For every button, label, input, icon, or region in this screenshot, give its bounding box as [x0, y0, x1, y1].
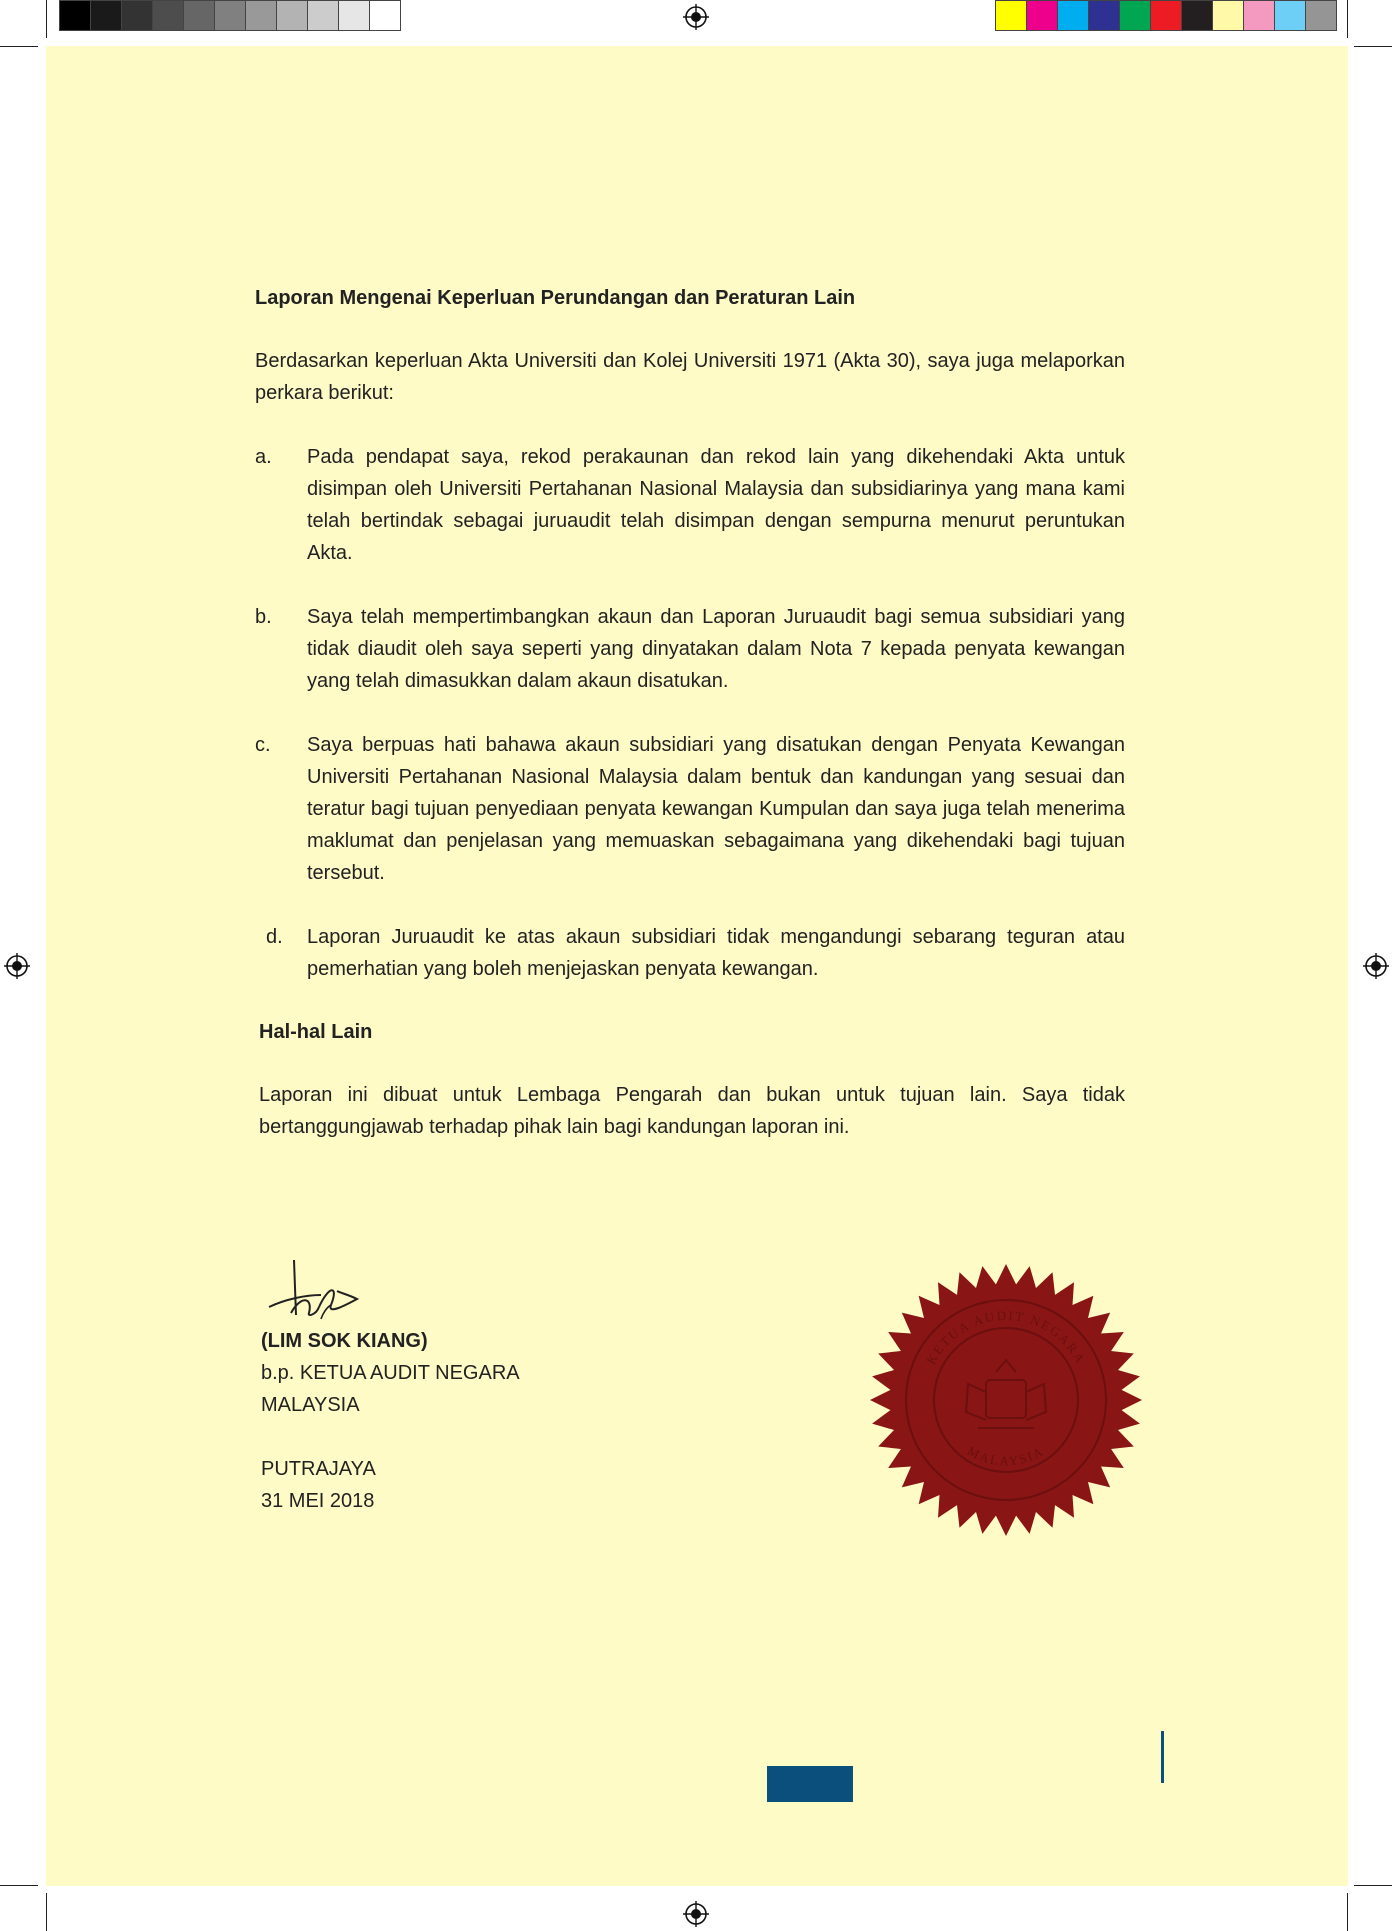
- list-item-marker: b.: [255, 606, 272, 628]
- color-swatch: [995, 0, 1027, 31]
- crop-mark: [0, 46, 38, 47]
- registration-mark-icon: [4, 953, 30, 979]
- signature-block: [261, 1255, 520, 1517]
- margin-rule: [1161, 1731, 1164, 1783]
- seal-inscription-bottom: MALAYSIA: [965, 1443, 1047, 1469]
- grayscale-swatch: [214, 0, 246, 31]
- grayscale-swatch: [121, 0, 153, 31]
- other-matters-heading: Hal-hal Lain: [259, 1021, 373, 1043]
- handwritten-signature: [261, 1255, 371, 1325]
- page-number-tab: [767, 1766, 853, 1802]
- signatory-name: (LIM SOK KIANG): [261, 1330, 428, 1352]
- color-swatch: [1150, 0, 1182, 31]
- registration-mark-icon: [1363, 953, 1389, 979]
- crop-mark: [1354, 1885, 1392, 1886]
- color-swatch: [1181, 0, 1213, 31]
- grayscale-swatch: [338, 0, 370, 31]
- signatory-country: MALAYSIA: [261, 1394, 360, 1416]
- color-swatch: [1088, 0, 1120, 31]
- crop-mark: [1347, 0, 1348, 38]
- crop-mark: [1354, 46, 1392, 47]
- list-item: [255, 729, 1125, 889]
- grayscale-swatch: [183, 0, 215, 31]
- grayscale-swatch-strip: [59, 0, 400, 33]
- grayscale-swatch: [276, 0, 308, 31]
- grayscale-swatch: [90, 0, 122, 31]
- grayscale-swatch: [245, 0, 277, 31]
- intro-paragraph: Berdasarkan keperluan Akta Universiti dan Kolej Universiti 1971 (Akta 30), saya juga melaporkan perkara berikut:: [255, 350, 1125, 404]
- grayscale-swatch: [152, 0, 184, 31]
- list-item-text: Laporan Juruaudit ke atas akaun subsidiari tidak mengandungi sebarang teguran atau pemerhatian yang boleh menjejaskan penyata kewangan.: [307, 926, 1125, 980]
- grayscale-swatch: [59, 0, 91, 31]
- other-matters-paragraph: Laporan ini dibuat untuk Lembaga Pengarah dan bukan untuk tujuan lain. Saya tidak bertanggungjawab terhadap pihak lain bagi kandungan laporan ini.: [259, 1084, 1125, 1138]
- list-item: [255, 441, 1125, 569]
- list-item-text: Saya telah mempertimbangkan akaun dan Laporan Juruaudit bagi semua subsidiari yang tidak diaudit oleh saya seperti yang dinyatakan dalam Nota 7 kepada penyata kewangan yang telah dimasukkan dalam akaun disatukan.: [307, 606, 1125, 692]
- crop-mark: [1347, 1893, 1348, 1931]
- grayscale-swatch: [307, 0, 339, 31]
- list-item: [255, 921, 1125, 985]
- crop-mark: [46, 0, 47, 38]
- section-heading: Laporan Mengenai Keperluan Perundangan dan Peraturan Lain: [255, 287, 856, 309]
- color-swatch: [1119, 0, 1151, 31]
- list-item-text: Saya berpuas hati bahawa akaun subsidiari yang disatukan dengan Penyata Kewangan Universiti Pertahanan Nasional Malaysia dalam bentuk dan kandungan yang sesuai dan teratur bagi tujuan penyediaan penyata kewangan Kumpulan dan saya juga telah menerima maklumat dan penjelasan yang memuaskan sebagaimana yang dikehendaki bagi tujuan tersebut.: [307, 734, 1125, 884]
- signatory-title: b.p. KETUA AUDIT NEGARA: [261, 1362, 520, 1384]
- list-item-marker: c.: [255, 734, 271, 756]
- color-swatch: [1057, 0, 1089, 31]
- official-seal-icon: [868, 1262, 1144, 1538]
- color-swatch-strip: [995, 0, 1336, 33]
- signature-date: 31 MEI 2018: [261, 1490, 375, 1512]
- registration-mark-icon: [683, 4, 709, 30]
- color-swatch: [1274, 0, 1306, 31]
- signature-place: PUTRAJAYA: [261, 1458, 376, 1480]
- registration-mark-icon: [683, 1901, 709, 1927]
- color-swatch: [1212, 0, 1244, 31]
- report-body: [255, 283, 1125, 1143]
- color-swatch: [1243, 0, 1275, 31]
- color-swatch: [1026, 0, 1058, 31]
- list-item-marker: d.: [266, 926, 283, 948]
- grayscale-swatch: [369, 0, 401, 31]
- list-item: [255, 601, 1125, 697]
- list-item-marker: a.: [255, 446, 272, 468]
- crop-mark: [0, 1885, 38, 1886]
- seal-inscription-top: KETUA AUDIT NEGARA: [923, 1307, 1089, 1367]
- color-swatch: [1305, 0, 1337, 31]
- crop-mark: [46, 1893, 47, 1931]
- list-item-text: Pada pendapat saya, rekod perakaunan dan rekod lain yang dikehendaki Akta untuk disimpan oleh Universiti Pertahanan Nasional Malaysia dan subsidiarinya yang mana kami telah bertindak sebagai juruaudit telah disimpan dengan sempurna menurut peruntukan Akta.: [307, 446, 1125, 564]
